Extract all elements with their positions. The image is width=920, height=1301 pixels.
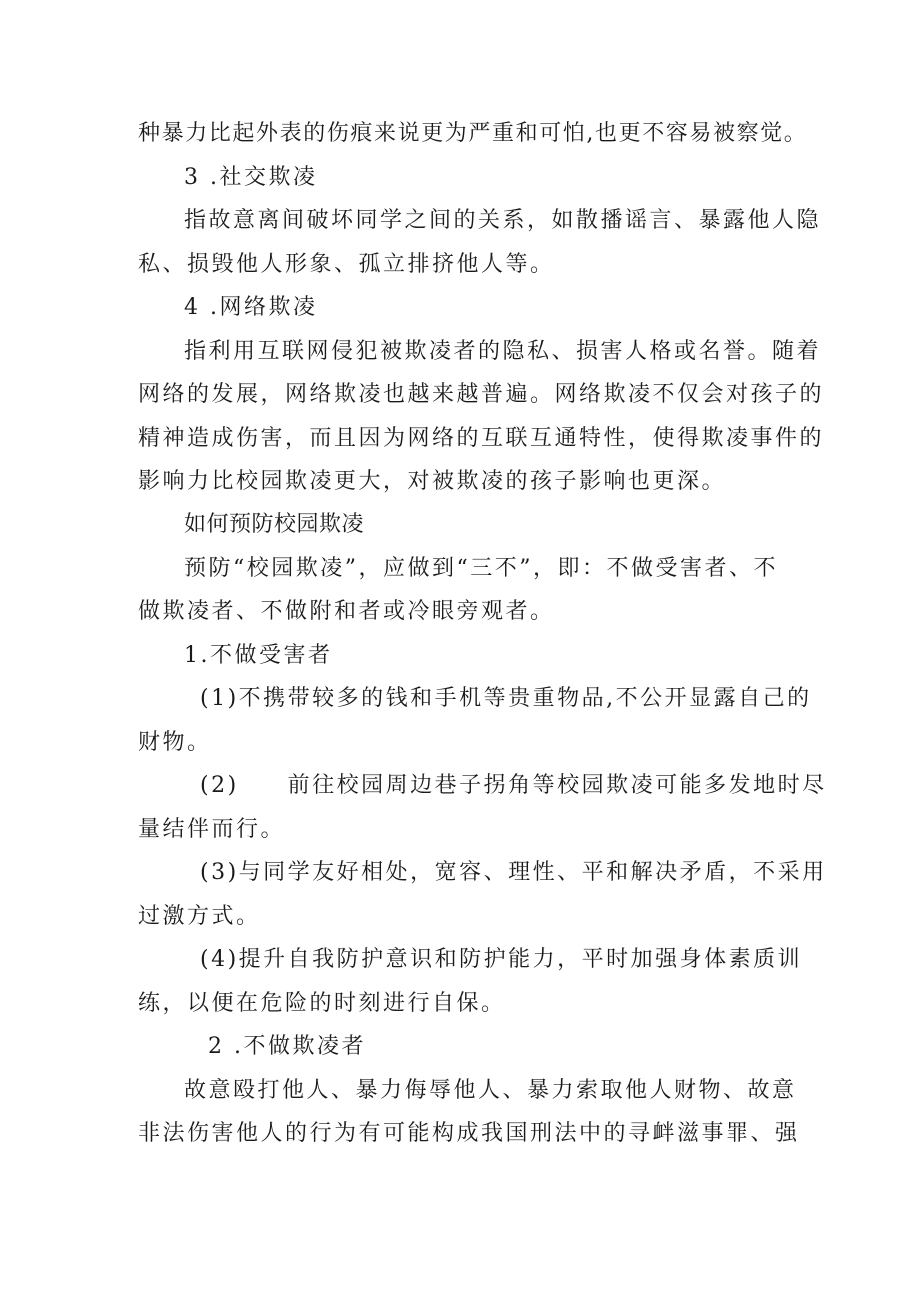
paragraph-line: 私、损毁他人形象、孤立排挤他人等。: [138, 252, 555, 277]
subheading-not-bully: 2 .不做欺凌者: [208, 1034, 366, 1059]
subheading-not-victim: 1.不做受害者: [184, 643, 333, 668]
list-item-line: (4)提升自我防护意识和防护能力，平时加强身体素质训: [200, 947, 803, 972]
list-item-line: 过激方式。: [138, 904, 261, 929]
list-item-line: 练，以便在危险的时刻进行自保。: [138, 991, 506, 1016]
paragraph-line: 指利用互联网侵犯被欺凌者的隐私、损害人格或名誉。随着: [184, 339, 822, 364]
paragraph-line: 影响力比校园欺凌更大，对被欺凌的孩子影响也更深。: [138, 469, 727, 494]
paragraph-line: 指故意离间破坏同学之间的关系，如散播谣言、暴露他人隐: [184, 208, 822, 233]
section-heading-cyber-bullying: 4 .网络欺凌: [184, 295, 318, 320]
paragraph-line: 种暴力比起外表的伤痕来说更为严重和可怕,也更不容易被察觉。: [138, 121, 808, 146]
list-item-line: (2) 前往校园周边巷子拐角等校园欺凌可能多发地时尽: [200, 773, 827, 798]
paragraph-line: 故意殴打他人、暴力侮辱他人、暴力索取他人财物、故意: [184, 1078, 797, 1103]
section-title-prevention: 如何预防校园欺凌: [184, 512, 365, 537]
list-item-line: (3)与同学友好相处，宽容、理性、平和解决矛盾，不采用: [200, 860, 827, 885]
section-heading-social-bullying: 3 .社交欺凌: [184, 165, 318, 190]
paragraph-line: 精神造成伤害，而且因为网络的互联互通特性，使得欺凌事件的: [138, 426, 825, 451]
paragraph-line: 预防“校园欺凌”，应做到“三不”，即：不做受害者、不: [184, 556, 778, 581]
paragraph-line: 做欺凌者、不做附和者或冷眼旁观者。: [138, 599, 555, 624]
list-item-line: 量结伴而行。: [138, 817, 286, 842]
list-item-line: (1)不携带较多的钱和手机等贵重物品,不公开显露自己的: [200, 686, 812, 711]
paragraph-line: 网络的发展，网络欺凌也越来越普遍。网络欺凌不仅会对孩子的: [138, 382, 825, 407]
list-item-line: 财物。: [138, 730, 212, 755]
paragraph-line: 非法伤害他人的行为有可能构成我国刑法中的寻衅滋事罪、强: [138, 1121, 800, 1146]
